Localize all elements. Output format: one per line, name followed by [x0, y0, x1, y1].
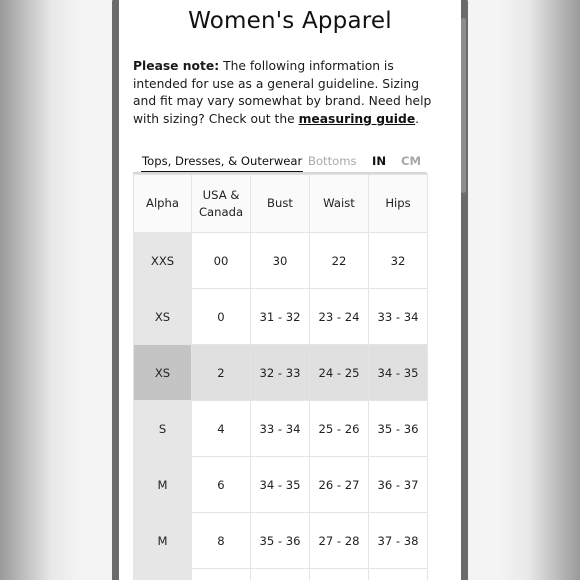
- usa-header-line1: USA &: [202, 187, 240, 202]
- column-header-usa-canada: [192, 175, 251, 233]
- tab-tops-dresses-outerwear[interactable]: Tops, Dresses, & Outerwear: [141, 152, 303, 174]
- cell-hips: 32: [369, 233, 428, 289]
- cell-usa: 0: [192, 289, 251, 345]
- cell-usa: 4: [192, 401, 251, 457]
- table-row[interactable]: [134, 289, 428, 345]
- column-header-bust: Bust: [251, 175, 310, 233]
- table-row[interactable]: [134, 569, 428, 580]
- cell-alpha: XS: [134, 345, 192, 401]
- table-row[interactable]: [134, 457, 428, 513]
- column-header-hips: Hips: [369, 175, 428, 233]
- sizing-note: [133, 58, 433, 129]
- cell-waist: 22: [310, 233, 369, 289]
- table-row[interactable]: [134, 513, 428, 569]
- cell-waist: 25 - 26: [310, 401, 369, 457]
- cell-usa: 00: [192, 233, 251, 289]
- size-tabs: [133, 152, 427, 174]
- table-header-row: [134, 175, 428, 233]
- cell-usa: [192, 569, 251, 580]
- cell-hips: 36 - 37: [369, 457, 428, 513]
- note-suffix: .: [415, 112, 420, 127]
- cell-bust: [251, 569, 310, 580]
- size-chart-table: [133, 174, 428, 580]
- cell-hips: 37 - 38: [369, 513, 428, 569]
- cell-usa: 2: [192, 345, 251, 401]
- cell-bust: 30: [251, 233, 310, 289]
- cell-waist: 26 - 27: [310, 457, 369, 513]
- unit-toggle-cm[interactable]: CM: [401, 154, 422, 168]
- cell-waist: 27 - 28: [310, 513, 369, 569]
- unit-toggle-in[interactable]: IN: [372, 154, 387, 168]
- scrollbar[interactable]: [461, 18, 466, 193]
- table-row-highlighted[interactable]: [134, 345, 428, 401]
- cell-waist: [310, 569, 369, 580]
- cell-waist: 23 - 24: [310, 289, 369, 345]
- cell-alpha: S: [134, 401, 192, 457]
- column-header-alpha: Alpha: [134, 175, 192, 233]
- cell-alpha: M: [134, 513, 192, 569]
- tab-bottoms[interactable]: Bottoms: [308, 154, 357, 168]
- cell-bust: 31 - 32: [251, 289, 310, 345]
- table-row[interactable]: [134, 401, 428, 457]
- table-row[interactable]: [134, 233, 428, 289]
- cell-bust: 32 - 33: [251, 345, 310, 401]
- cell-alpha: XS: [134, 289, 192, 345]
- column-header-waist: Waist: [310, 175, 369, 233]
- note-label: Please note:: [133, 59, 220, 73]
- note-text: The following information is intended for use as a general guideline. Sizing and fit may vary somewhat by brand. Need help with sizing? Check out the: [133, 59, 432, 127]
- cell-usa: 8: [192, 513, 251, 569]
- cell-alpha: XXS: [134, 233, 192, 289]
- cell-hips: 35 - 36: [369, 401, 428, 457]
- cell-hips: 34 - 35: [369, 345, 428, 401]
- cell-bust: 34 - 35: [251, 457, 310, 513]
- page-title: Women's Apparel: [188, 8, 392, 34]
- size-guide-screen: [119, 0, 461, 580]
- cell-alpha: [134, 569, 192, 580]
- cell-waist: 24 - 25: [310, 345, 369, 401]
- cell-hips: [369, 569, 428, 580]
- cell-bust: 35 - 36: [251, 513, 310, 569]
- cell-bust: 33 - 34: [251, 401, 310, 457]
- cell-hips: 33 - 34: [369, 289, 428, 345]
- measuring-guide-link[interactable]: measuring guide: [298, 112, 416, 127]
- cell-alpha: M: [134, 457, 192, 513]
- usa-header-line2: Canada: [198, 204, 244, 219]
- cell-usa: 6: [192, 457, 251, 513]
